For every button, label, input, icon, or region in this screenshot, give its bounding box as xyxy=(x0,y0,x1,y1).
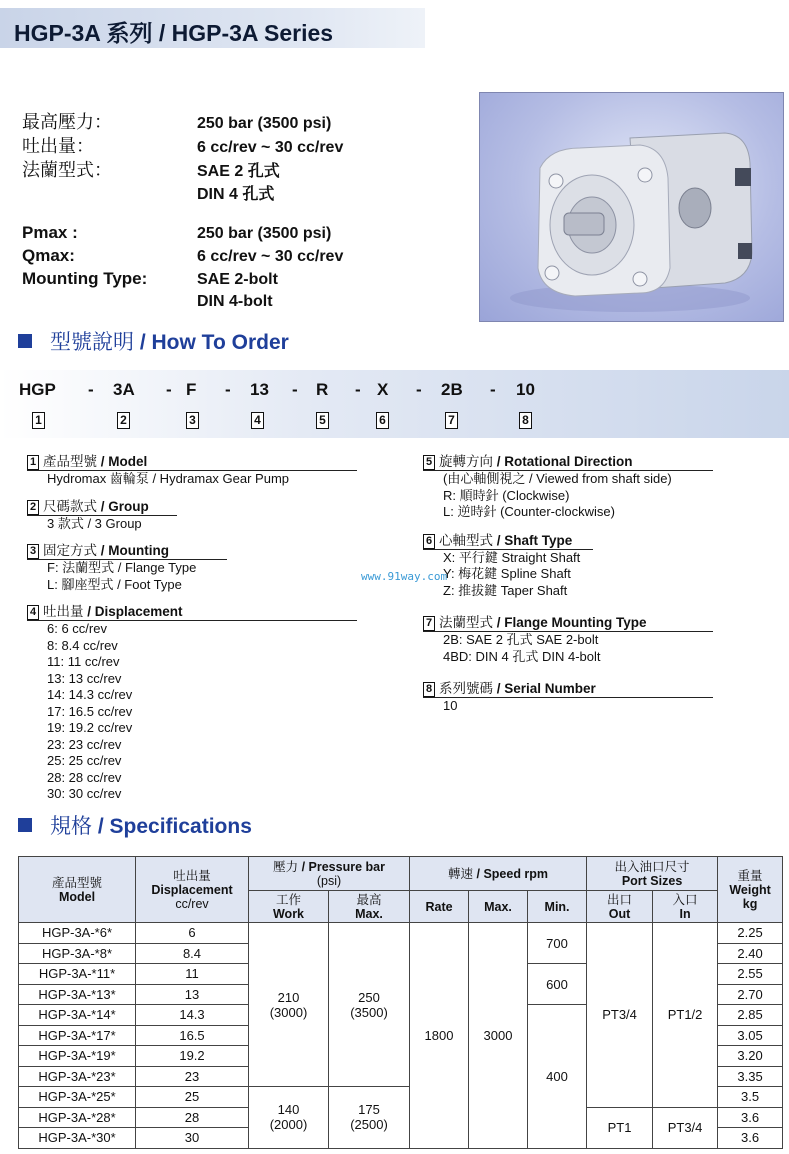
cell-model: HGP-3A-*25* xyxy=(19,1087,136,1108)
option-heading xyxy=(423,677,713,698)
option-group xyxy=(27,495,357,533)
option-line: Z: 推拔鍵 Taper Shaft xyxy=(443,582,568,598)
option-displacement xyxy=(27,600,357,803)
cell-weight: 2.40 xyxy=(718,943,783,964)
option-number: 8 xyxy=(423,682,435,697)
option-line: F: 法蘭型式 / Flange Type xyxy=(47,560,197,575)
code-number-box: 4 xyxy=(251,412,264,429)
code-number-box: 8 xyxy=(519,412,532,429)
section-marker xyxy=(18,818,32,832)
code-separator: - xyxy=(166,380,172,399)
cell-port-out: PT3/4 xyxy=(587,923,653,1108)
option-flange xyxy=(423,611,713,665)
gear-pump-image xyxy=(480,93,783,321)
header-in: 入口 In xyxy=(653,891,718,923)
header-speed-max: Max. xyxy=(469,891,528,923)
watermark: www.91way.com xyxy=(361,570,448,583)
spec-label: Mounting Type: xyxy=(22,269,148,288)
option-line: Y: 梅花鍵 Spline Shaft xyxy=(443,566,571,581)
option-serial xyxy=(423,677,713,715)
code-number-box: 3 xyxy=(186,412,199,429)
spec-label: 最高壓力： xyxy=(22,112,112,132)
cell-displacement: 23 xyxy=(136,1066,249,1087)
option-line: 19: 19.2 cc/rev xyxy=(47,720,133,735)
code-number-box: 6 xyxy=(376,412,389,429)
header-out: 出口 Out xyxy=(587,891,653,923)
option-heading xyxy=(423,611,713,632)
code-part: 3A xyxy=(113,380,135,399)
options-left xyxy=(27,450,357,803)
code-part: X xyxy=(377,380,389,399)
how-to-order-title-cn: 型號說明 xyxy=(50,331,134,354)
code-part: 10 xyxy=(516,380,535,399)
cell-work-pressure: 140 (2000) xyxy=(249,1087,329,1149)
option-line: 6: 6 cc/rev xyxy=(47,621,107,636)
specifications-table xyxy=(18,856,783,1149)
code-separator: - xyxy=(292,380,298,399)
cell-displacement: 8.4 xyxy=(136,943,249,964)
option-number: 3 xyxy=(27,544,39,559)
code-part: R xyxy=(316,380,329,399)
option-line: L: 腳座型式 / Foot Type xyxy=(47,576,182,592)
cell-weight: 2.25 xyxy=(718,923,783,944)
spec-value: 6 cc/rev ~ 30 cc/rev xyxy=(197,248,344,265)
options-right xyxy=(423,450,713,715)
cell-model: HGP-3A-*19* xyxy=(19,1046,136,1067)
cell-max-pressure: 175 (2500) xyxy=(329,1087,410,1149)
option-heading xyxy=(423,450,713,471)
option-heading-en: / Flange Mounting Type xyxy=(496,615,647,630)
spec-label: Qmax: xyxy=(22,246,75,265)
spec-label: 吐出量： xyxy=(22,136,94,156)
header-row xyxy=(19,857,783,891)
cell-weight: 3.20 xyxy=(718,1046,783,1067)
option-heading-cn: 尺碼款式 xyxy=(43,498,97,514)
cell-weight: 3.5 xyxy=(718,1087,783,1108)
specifications-title xyxy=(50,810,252,840)
cell-max-pressure: 250 (3500) xyxy=(329,923,410,1087)
cell-displacement: 6 xyxy=(136,923,249,944)
cell-model: HGP-3A-*14* xyxy=(19,1005,136,1026)
option-line: R: 順時針 (Clockwise) xyxy=(443,487,570,503)
option-number: 5 xyxy=(423,455,435,470)
option-heading-en: / Rotational Direction xyxy=(496,454,633,469)
code-separator: - xyxy=(490,380,496,399)
cell-weight: 3.35 xyxy=(718,1066,783,1087)
cell-model: HGP-3A-*6* xyxy=(19,923,136,944)
code-separator: - xyxy=(355,380,361,399)
cell-displacement: 30 xyxy=(136,1128,249,1149)
option-heading xyxy=(27,450,357,471)
how-to-order-title xyxy=(50,326,289,356)
option-line: 14: 14.3 cc/rev xyxy=(47,687,133,702)
spec-value: SAE 2 孔式 xyxy=(197,163,280,180)
cell-model: HGP-3A-*17* xyxy=(19,1025,136,1046)
option-line: 13: 13 cc/rev xyxy=(47,670,122,686)
spec-label: 法蘭型式： xyxy=(22,160,112,180)
option-shaft xyxy=(423,529,713,600)
code-part: 13 xyxy=(250,380,269,399)
option-heading xyxy=(27,539,227,560)
code-number-box: 2 xyxy=(117,412,130,429)
code-number-box: 5 xyxy=(316,412,329,429)
cell-model: HGP-3A-*28* xyxy=(19,1107,136,1128)
header-rate: Rate xyxy=(410,891,469,923)
option-heading xyxy=(27,600,357,621)
option-line: 30: 30 cc/rev xyxy=(47,786,122,801)
option-heading-en: / Displacement xyxy=(87,604,183,619)
code-number-box: 7 xyxy=(445,412,458,429)
how-to-order-title-en: / How To Order xyxy=(139,331,289,354)
option-rotation xyxy=(423,450,713,521)
product-photo xyxy=(479,92,784,322)
option-number: 6 xyxy=(423,534,435,549)
option-heading-en: / Model xyxy=(100,454,148,469)
option-heading-en: / Serial Number xyxy=(496,681,596,696)
option-heading xyxy=(27,495,177,516)
spec-value: DIN 4 孔式 xyxy=(197,186,275,203)
cell-weight: 3.6 xyxy=(718,1128,783,1149)
code-separator: - xyxy=(225,380,231,399)
option-number: 7 xyxy=(423,616,435,631)
option-line: 23: 23 cc/rev xyxy=(47,736,122,752)
option-line: 8: 8.4 cc/rev xyxy=(47,637,118,653)
cell-displacement: 13 xyxy=(136,984,249,1005)
option-line: 3 款式 / 3 Group xyxy=(47,515,142,531)
cell-displacement: 14.3 xyxy=(136,1005,249,1026)
cell-model: HGP-3A-*13* xyxy=(19,984,136,1005)
header-pressure: 壓力 / Pressure bar (psi) xyxy=(249,857,410,891)
option-line: L: 逆時針 (Counter-clockwise) xyxy=(443,504,615,519)
cell-weight: 3.05 xyxy=(718,1025,783,1046)
spec-value: 250 bar (3500 psi) xyxy=(197,225,332,242)
header-port-sizes: 出入油口尺寸 Port Sizes xyxy=(587,857,718,891)
option-line: (由心軸側視之 / Viewed from shaft side) xyxy=(443,471,672,486)
option-heading-cn: 旋轉方向 xyxy=(439,454,493,469)
cell-speed-min: 400 xyxy=(528,1005,587,1149)
option-line: 2B: SAE 2 孔式 SAE 2-bolt xyxy=(443,632,599,647)
option-line: 11: 11 cc/rev xyxy=(47,654,120,669)
header-displacement: 吐出量 Displacement cc/rev xyxy=(136,857,249,923)
option-heading-en: / Shaft Type xyxy=(496,532,573,548)
code-number-box: 1 xyxy=(32,412,45,429)
option-heading-cn: 吐出量 xyxy=(43,604,84,619)
cell-model: HGP-3A-*23* xyxy=(19,1066,136,1087)
option-line: 28: 28 cc/rev xyxy=(47,769,122,785)
header-weight: 重量 Weight kg xyxy=(718,857,783,923)
cell-model: HGP-3A-*11* xyxy=(19,964,136,985)
cell-weight: 2.70 xyxy=(718,984,783,1005)
option-model xyxy=(27,450,357,488)
code-separator: - xyxy=(416,380,422,399)
cell-displacement: 28 xyxy=(136,1107,249,1128)
option-heading-en: / Mounting xyxy=(100,543,169,558)
cell-displacement: 16.5 xyxy=(136,1025,249,1046)
code-separator: - xyxy=(88,380,94,399)
header-model: 產品型號 Model xyxy=(19,857,136,923)
option-heading-cn: 產品型號 xyxy=(43,454,97,469)
cell-port-in: PT3/4 xyxy=(653,1107,718,1148)
header-work: 工作 Work xyxy=(249,891,329,923)
option-number: 1 xyxy=(27,455,39,470)
page-title: HGP-3A 系列 / HGP-3A Series xyxy=(14,20,334,46)
option-line: 10 xyxy=(443,698,458,713)
cell-displacement: 19.2 xyxy=(136,1046,249,1067)
option-line: X: 平行鍵 Straight Shaft xyxy=(443,549,581,565)
option-line: 4BD: DIN 4 孔式 DIN 4-bolt xyxy=(443,648,601,664)
cell-rate: 1800 xyxy=(410,923,469,1149)
cell-work-pressure: 210 (3000) xyxy=(249,923,329,1087)
option-number: 2 xyxy=(27,500,39,515)
cell-port-out: PT1 xyxy=(587,1107,653,1148)
cell-speed-max: 3000 xyxy=(469,923,528,1149)
option-number: 4 xyxy=(27,605,39,620)
specifications-title-cn: 規格 xyxy=(50,815,92,838)
option-heading-cn: 系列號碼 xyxy=(439,681,493,696)
cell-displacement: 25 xyxy=(136,1087,249,1108)
option-heading xyxy=(423,529,593,550)
section-marker xyxy=(18,334,32,348)
option-line: 17: 16.5 cc/rev xyxy=(47,703,133,719)
cell-model: HGP-3A-*30* xyxy=(19,1128,136,1149)
spec-value: 6 cc/rev ~ 30 cc/rev xyxy=(197,139,344,156)
spec-value: 250 bar (3500 psi) xyxy=(197,115,332,132)
option-line: 25: 25 cc/rev xyxy=(47,753,122,768)
option-heading-cn: 心軸型式 xyxy=(439,532,493,548)
code-part: HGP xyxy=(19,380,56,399)
option-heading-cn: 固定方式 xyxy=(43,543,97,558)
cell-speed-min: 600 xyxy=(528,964,587,1005)
option-heading-en: / Group xyxy=(100,498,149,514)
option-mounting xyxy=(27,539,357,593)
cell-weight: 2.85 xyxy=(718,1005,783,1026)
cell-port-in: PT1/2 xyxy=(653,923,718,1108)
spec-value: SAE 2-bolt xyxy=(197,271,278,288)
cell-displacement: 11 xyxy=(136,964,249,985)
cell-weight: 2.55 xyxy=(718,964,783,985)
cell-model: HGP-3A-*8* xyxy=(19,943,136,964)
option-heading-cn: 法蘭型式 xyxy=(439,615,493,630)
cell-weight: 3.6 xyxy=(718,1107,783,1128)
cell-speed-min: 700 xyxy=(528,923,587,964)
header-speed-min: Min. xyxy=(528,891,587,923)
table-row xyxy=(19,923,783,944)
specifications-title-en: / Specifications xyxy=(97,815,252,838)
spec-label: Pmax : xyxy=(22,223,78,242)
code-part: F xyxy=(186,380,197,399)
code-part: 2B xyxy=(441,380,463,399)
header-speed: 轉速 / Speed rpm xyxy=(410,857,587,891)
option-line: Hydromax 齒輪泵 / Hydramax Gear Pump xyxy=(47,471,290,486)
spec-value: DIN 4-bolt xyxy=(197,293,273,310)
header-max-pressure: 最高 Max. xyxy=(329,891,410,923)
